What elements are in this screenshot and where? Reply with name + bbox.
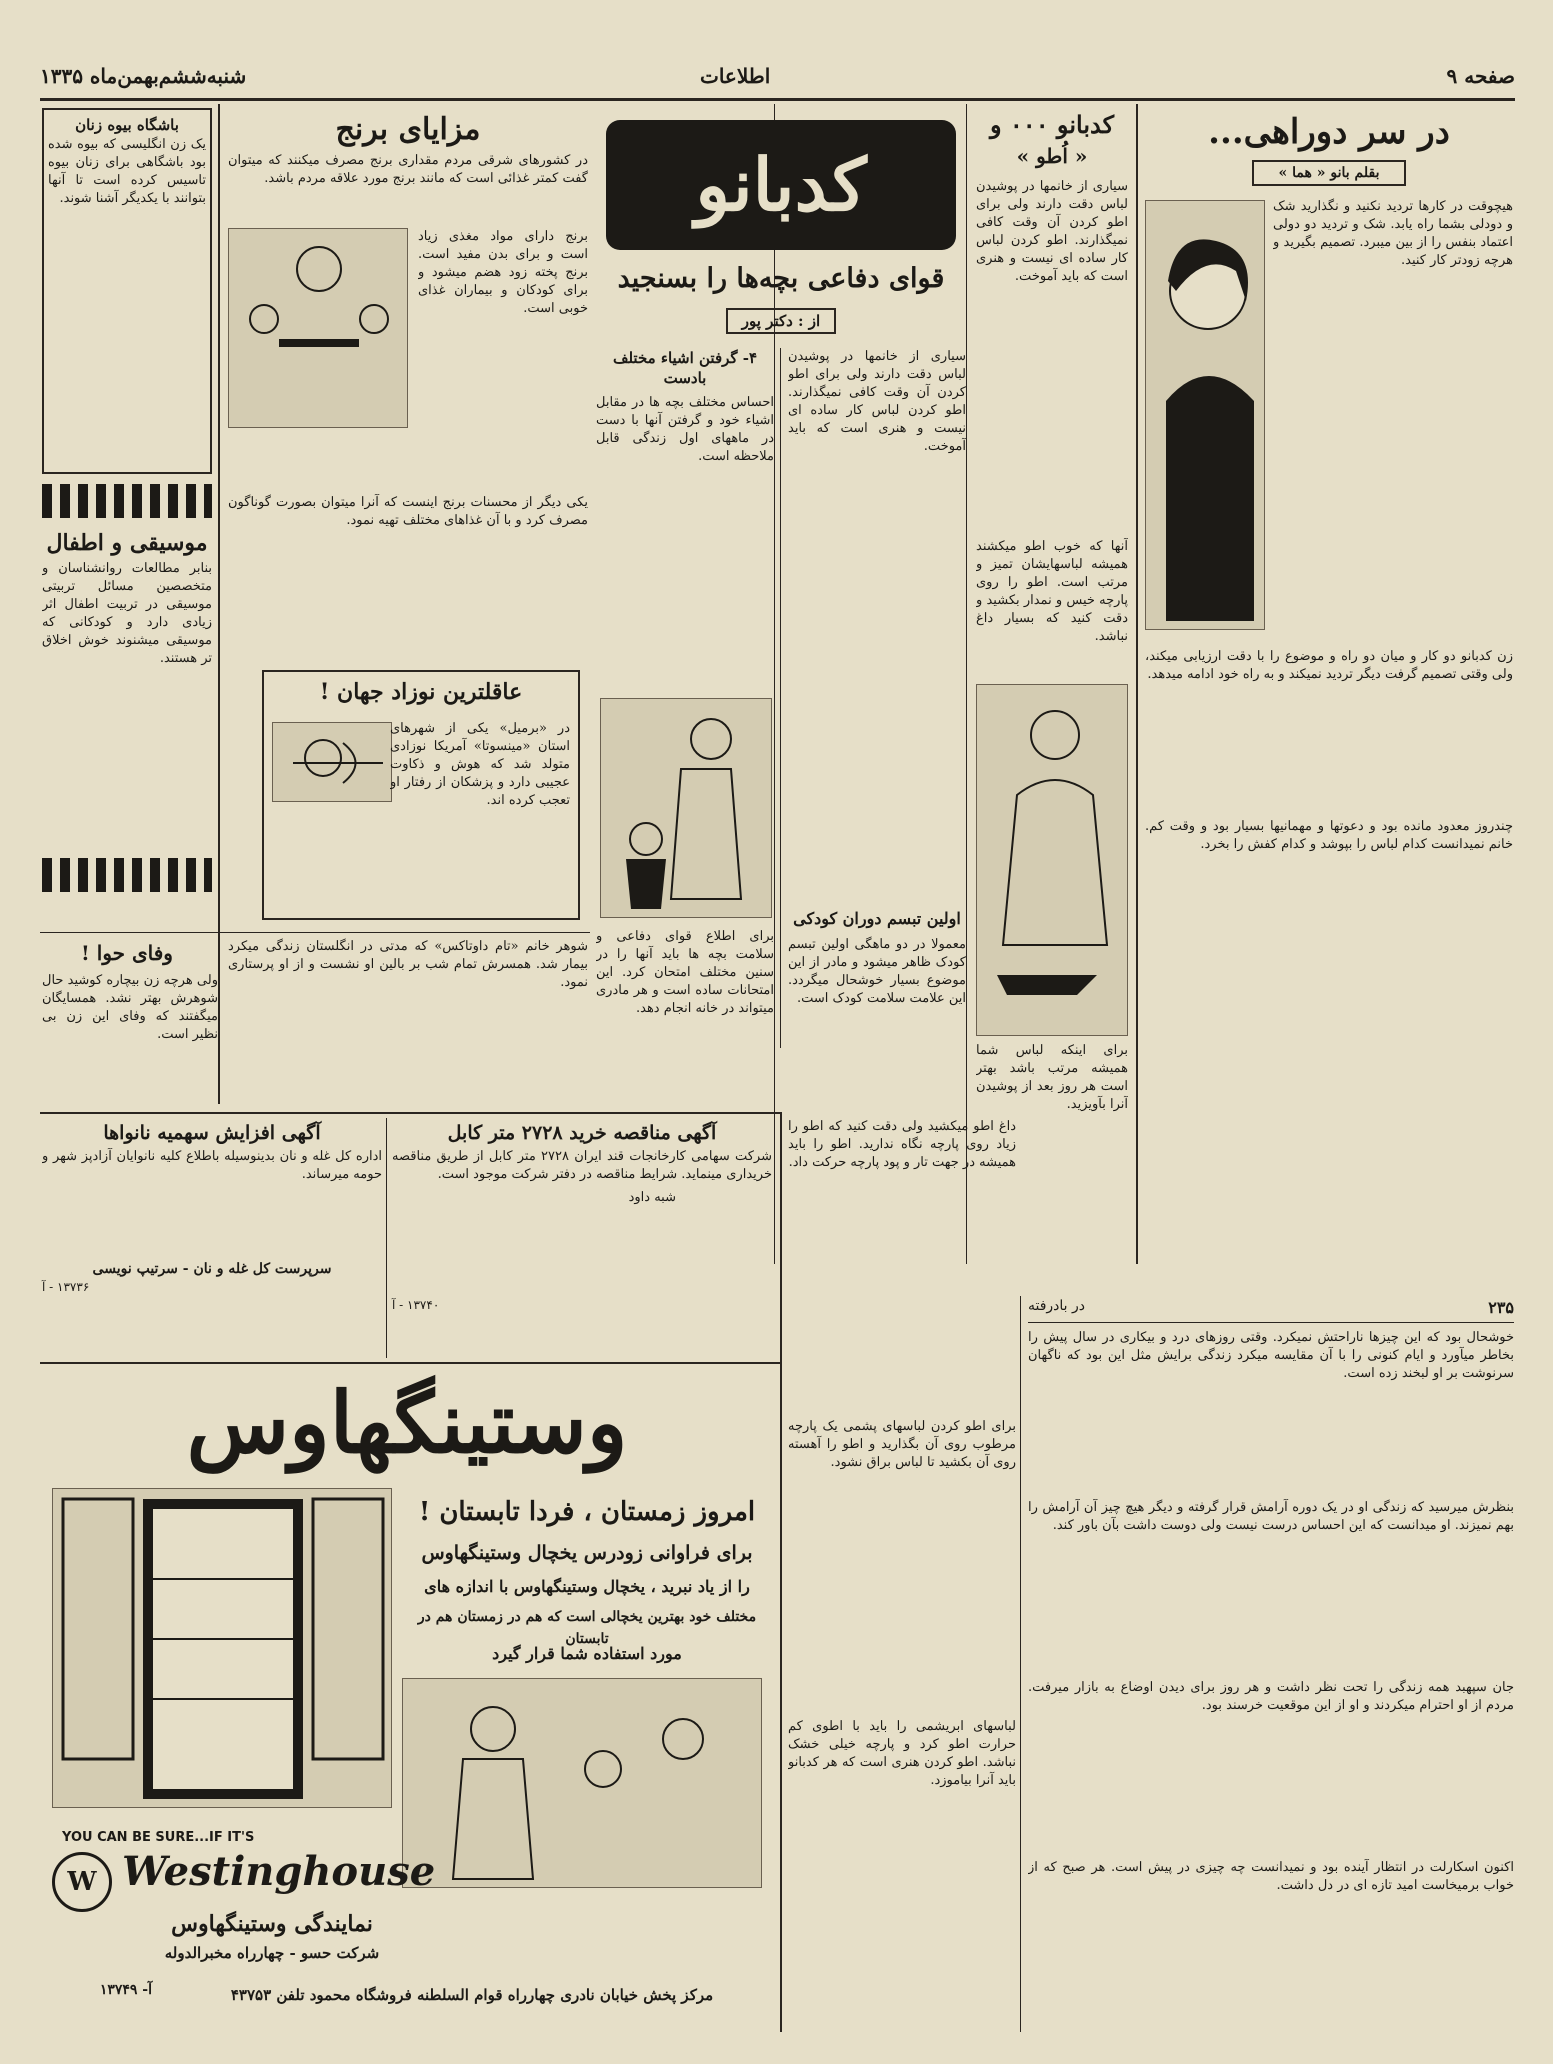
article-title: قوای دفاعی بچه‌ها را بسنجید [617,263,945,294]
ad-bakers [42,1118,382,1358]
article-crossroads [1145,108,1513,1258]
family-drawing [403,1679,761,1887]
masthead-rule [40,98,1515,101]
ironing-drawing [977,685,1127,1033]
article-text: یکی دیگر از محسنات برنج اینست که آنرا میتوان بصورت گوناگون مصرف کرد و با آن غذاهای مختلف تهیه نمود. [228,495,588,528]
music-children-article [42,526,212,846]
ad-text: شرکت سهامی کارخانجات قند ایران ۲۷۲۸ متر کابل از طریق مناقصه خریداری مینماید. شرایط مناقصه در دفتر شرکت موجود است. [392,1149,772,1182]
decorative-wave-border [42,858,212,892]
serial-number: ۲۳۵ [1488,1298,1514,1317]
article-text: آنها که خوب اطو میکشند همیشه لباسهایشان تمیز و مرتب است. اطو را روی پارچه خیس و نمدار بکشید و دقت کنید که بسیار داغ نباشد. [976,539,1128,644]
article-text: سیاری از خانمها در پوشیدن لباس دقت دارند ولی برای اطو کردن آن وقت کافی نمیگذارند. اطو کردن لباس کار ساده ای نیست و هنری است که باید آموخت. [788,349,966,454]
article-text: اکنون اسکارلت در انتظار آینده بود و نمیدانست چه چیزی در پیش است. هر صبح که از خواب برمیخاست امید تازه ای در دل داشت. [1028,1860,1514,1893]
ad-company: شرکت حسو - چهارراه مخبرالدوله [164,1944,380,1962]
article-iron [976,108,1128,1258]
article-text: شوهر خانم «تام داوتاکس» که مدتی در انگلستان زندگی میکرد بیمار شد. همسرش تمام شب بر بالین او نشست و از او پرستاری نمود. [228,939,588,990]
column-rule [966,104,967,1264]
refrigerator-illustration [52,1488,392,1808]
ad-brand-persian: وستینگهاوس [186,1373,628,1472]
ad-line: را از یاد نبرید ، یخچال وستینگهاوس با اندازه های [424,1577,750,1596]
article-subtitle: « اُطو » [1016,144,1088,168]
article-text: جان سپهبد همه زندگی را تحت نظر داشت و هر روز برای دیدن اوضاع به بازار میرفت. مردم از او احترام میکردند و او از این موقعیت خرسند بود. [1028,1680,1514,1713]
article-text: لباسهای ابریشمی را باید با اطوی کم حرارت اطو کرد و پارچه خیلی خشک نباشد. اطو کردن هنری است که هر کدبانو باید آنرا بیاموزد. [788,1719,1016,1788]
ad-code: ۱۳۷۴۰ - آ [392,1298,440,1312]
ad-title: آگهی مناقصه خرید ۲۷۲۸ متر کابل [447,1122,717,1144]
article-text: ولی هرچه زن بیچاره کوشید حال شوهرش بهتر نشد. همسایگان میگفتند که وفای این زن بی نظیر است. [42,973,218,1042]
refrigerator-drawing [53,1489,391,1807]
article-text: برای اطو کردن لباسهای پشمی یک پارچه مرطوب روی آن بگذارید و اطو را آهسته روی آن بکشید تا لباس براق نشود. [788,1419,1016,1470]
column-rule [780,1112,782,2032]
column-rule [1020,1296,1021,2032]
article-iron-continued [788,1118,1016,2018]
section-rule [40,932,590,933]
article-text: در کشورهای شرقی مردم مقداری برنج مصرف میکنند که میتوان گفت کمتر غذائی است که مانند برنج مورد علاقه مردم باشد. [228,153,588,186]
widows-club-box [42,108,212,474]
ironing-woman-illustration [976,684,1128,1036]
article-title: موسیقی و اطفال [46,530,208,556]
ad-code: ۱۳۷۳۶ - آ [42,1280,90,1294]
column-rule [386,1118,387,1358]
article-text: بنابر مطالعات روانشناسان و متخصصین مسائل تربیتی موسیقی در تربیت اطفال اثر زیادی دارد و کودکانی که موسیقی میشنوند خوش اخلاق تر هستند. [42,561,212,666]
ad-line: مورد استفاده شما قرار گیرد [492,1644,682,1663]
article-text: چندروز معدود مانده بود و دعوتها و مهمانیها بسیار بود و وقت کم. خانم نمیدانست کدام لباس را بپوشد و کدام کفش را بخرد. [1145,819,1513,852]
article-text: داغ اطو میکشید ولی دقت کنید که اطو را زیاد روی پارچه نگاه ندارید. اطو را باید همیشه در جهت تار و پود پارچه حرکت داد. [788,1119,1016,1170]
article-title: عاقلترین نوزاد جهان ! [319,679,523,705]
banner-title: کدبانو [695,142,867,227]
family-illustration [402,1678,762,1888]
issue-date: شنبه‌ششم‌بهمن‌ماه ۱۳۳۵ [40,64,247,88]
article-title: مزایای برنج [335,112,481,147]
article-title: باشگاه بیوه زنان [75,116,179,134]
kadbanoo-banner [606,120,956,250]
paper-name: اطلاعات [700,64,771,88]
ad-headline: امروز زمستان ، فردا تابستان ! [418,1497,756,1527]
article-text: برنج دارای مواد مغذی زیاد است و برای بدن مفید است. برنج پخته زود هضم میشود و برای کودکان و بیماران غذای خوبی است. [418,229,588,316]
ad-text: اداره کل غله و نان بدینوسیله باطلاع کلیه نانوایان آزادپز شهر و حومه میرساند. [42,1149,382,1182]
serial-header [1028,1296,1514,1323]
feeding-drawing [601,699,771,917]
section-rule [40,1112,780,1114]
article-title: وفای حوا ! [81,941,173,965]
genius-baby-box [262,670,580,920]
ad-line: برای فراوانی زودرس یخچال وستینگهاوس [421,1542,753,1564]
woman-portrait-drawing [1146,201,1264,629]
article-text: معمولا در دو ماهگی اولین تبسم کودک ظاهر میشود و مادر از این موضوع بسیار خوشحال میگردد. این علامت سلامت کودک است. [788,937,966,1006]
ad-line: مختلف خود بهترین یخچالی است که هم در زمستان هم در تابستان [417,1609,757,1647]
article-eve-loyalty [42,938,588,1108]
column-rule [780,348,781,1048]
byline-box: بقلم بانو « هما » [1252,160,1406,186]
dining-drawing [229,229,407,427]
cupid-illustration [272,722,392,802]
article-text: برای اطلاع قوای دفاعی و سلامت بچه ها باید آنها را در سنین مختلف امتحان کرد. این امتحانات ساده است و هر مادری میتواند در خانه انجام دهد. [596,929,774,1016]
section-rule [40,1362,780,1364]
article-text: زن کدبانو دو کار و میان دو راه و موضوع را با دقت ارزیابی میکند، ولی وقتی تصمیم گرفت دیگر تردید نمیکند و به راه خود ادامه میدهد. [1145,649,1513,682]
article-text: خوشحال بود که این چیزها ناراحتش نمیکرد. وقتی روزهای درد و بیکاری در سال پیش را بخاطر میآورد و ایام کنونی را با آن مقایسه میکرد زندگی برایش مثل این بود که ناگهان سرنوشت بر او لبخند زده است. [1028,1330,1514,1381]
article-rice [228,108,588,668]
ad-brand-english: Westinghouse [122,1848,436,1895]
article-text: بنظرش میرسید که زندگی او در یک دوره آرامش قرار گرفته و دیگر هیچ چیز آن آرامش را بهم نمیزند. او میدانست که این احساس درست نیست ولی دوست داشت بآن باور کند. [1028,1500,1514,1533]
article-text: سیاری از خانمها در پوشیدن لباس دقت دارند ولی برای اطو کردن آن وقت کافی نمیگذارند. اطو کردن لباس کار ساده ای نیست و هنری است که باید آموخت. [976,179,1128,284]
ad-signature: سرپرست کل غله و نان - سرتیپ نویسی [92,1261,332,1277]
ad-title: آگهی افزایش سهمیه نانواها [103,1122,321,1144]
ad-code: آ- ۱۳۷۴۹ [99,1982,152,1998]
ad-dealer: نمایندگی وستینگهاوس [171,1911,373,1937]
ad-cable-tender [392,1118,772,1358]
ad-address: مرکز پخش خیابان نادری چهارراه قوام السلطنه فروشگاه محمود تلفن ۴۳۷۵۳ [230,1986,714,2004]
masthead [40,58,1515,98]
signature: شبه داود [628,1190,676,1205]
section-heading: ۴- گرفتن اشیاء مختلف بادست [612,349,758,387]
page-number: صفحه ۹ [1446,64,1515,88]
section-heading: اولین تبسم دوران کودکی [793,909,961,928]
ad-slogan-english: YOU CAN BE SURE...IF IT'S [62,1830,255,1845]
byline-box: از : دکتر پور [726,308,836,334]
article-text: برای اینکه لباس شما همیشه مرتب باشد بهتر است هر روز بعد از پوشیدن آنرا بآویزید. [976,1043,1128,1112]
article-text: در «برمیل» یکی از شهرهای استان «مینسوتا» آمریکا نوزادی متولد شد که هوش و ذکاوت عجیبی دارد و پزشکان از رفتار او تعجب کرده اند. [390,721,570,808]
cupid-drawing [273,723,391,801]
article-text: یک زن انگلیسی که بیوه شده بود باشگاهی برای زنان بیوه تاسیس کرده است تا آنها بتوانند با یکدیگر آشنا شوند. [48,137,206,206]
article-title: کدبانو ۰۰۰ و [989,110,1115,139]
article-title: در سر دوراهی... [1208,112,1450,152]
article-text: هیچوقت در کارها تردید نکنید و نگذارید شک و دودلی بشما راه یابد. شک و تردید دو دولی اعتماد بنفس را از بین میبرد. تصمیم بگیرید و هرچه زودتر کار کنید. [1273,199,1513,268]
westinghouse-logo: W [52,1852,112,1912]
column-rule [1136,104,1138,1264]
mother-child-illustration [600,698,772,918]
article-text: احساس مختلف بچه ها در مقابل اشیاء خود و گرفتن آنها با دست در ماههای اول زندگی قابل ملاحظه است. [596,395,774,464]
woman-illustration [1145,200,1265,630]
westinghouse-ad [42,1368,772,2028]
couple-dining-illustration [228,228,408,428]
serial-title: در بادرفته [1028,1298,1086,1314]
decorative-wave-border [42,484,212,518]
serial-story [1028,1296,1514,2032]
